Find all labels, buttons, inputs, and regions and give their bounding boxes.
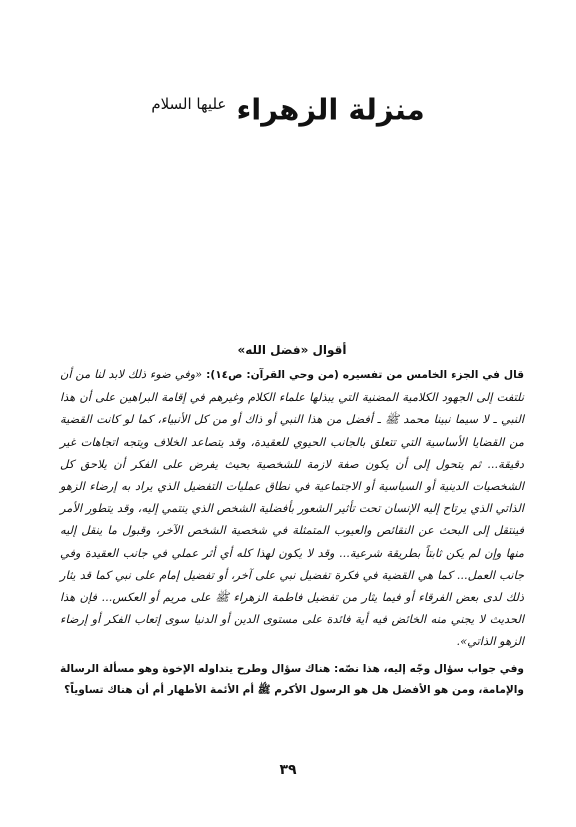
page-number: ٣٩ bbox=[279, 762, 297, 778]
honorific-mark: عليها السلام bbox=[151, 95, 227, 113]
paragraph-quote bbox=[60, 363, 524, 653]
section-heading: أقوال «فضل الله» bbox=[237, 343, 347, 357]
main-content bbox=[60, 340, 524, 701]
chapter-title-text: منزلة الزهراء bbox=[236, 92, 425, 127]
chapter-title bbox=[50, 84, 526, 130]
paragraph-lead: قال في الجزء الخامس من تفسيره (من وحي القرآن: ص١٤): bbox=[202, 369, 525, 381]
quoted-text: «وفي ضوء ذلك لابد لنا من أن نلتفت إلى الجهود الكلامية المضنية التي يبذلها علماء الكلام وغيرهم في إقامة البراهين على أن هذا النبي ـ لا سيما نبينا محمد ﷺ ـ أفضل من هذا النبي أو ذاك أو من كل الأنبياء، كما لو كانت القضية من القضايا الأساسية التي تتعلق بالجانب الحيوي للعقيدة، وقد يتصاعد الخلاف ويتجه اتجاهات غير دقيقة... ثم يتحول إلى أن يكون صفة لازمة للشخصية بحيث يفرض على الفكر أن يلاحق كل الشخصيات الدينية أو السياسية أو الاجتماعية في نطاق عمليات التفضيل الذي يراد به إرضاء الزهو الذاتي الذي يرتاح إليه الإنسان تحت تأثير الشعور بأفضلية الشخص الذي ينتمي إليه، وقد يتطور الأمر فينتقل إلى البحث عن النقائص والعيوب المتمثلة في شخصية الشخص الآخر، وقبول ما ينقل إليه منها وإن لم يكن ثابتاً بطريقة شرعية... وقد لا يكون لهذا كله أي أثر عملي في جانب العقيدة وفي جانب العمل... كما هي القضية في فكرة تفضيل نبي على آخر، أو تفضيل إمام على نبي كما قد يثار ذلك لدى بعض الفرقاء أو فيما يثار من تفضيل فاطمة الزهراء ﷺ على مريم أو العكس... فإن هذا الحديث لا يجني منه الخائض فيه أية فائدة على مستوى الدين أو الدنيا سوى إتعاب الفكر أو إرضاء الزهو الذاتي». bbox=[60, 367, 524, 649]
paragraph-question: وفي جواب سؤال وجّه إليه، هذا نصّه: هناك سؤال وطرح يتداوله الإخوة وهو مسألة الرسالة والإمامة، ومن هو الأفضل هل هو الرسول الأكرم ﷺ أم الأئمة الأطهار أم أن هناك تساوياً؟ bbox=[60, 662, 524, 696]
